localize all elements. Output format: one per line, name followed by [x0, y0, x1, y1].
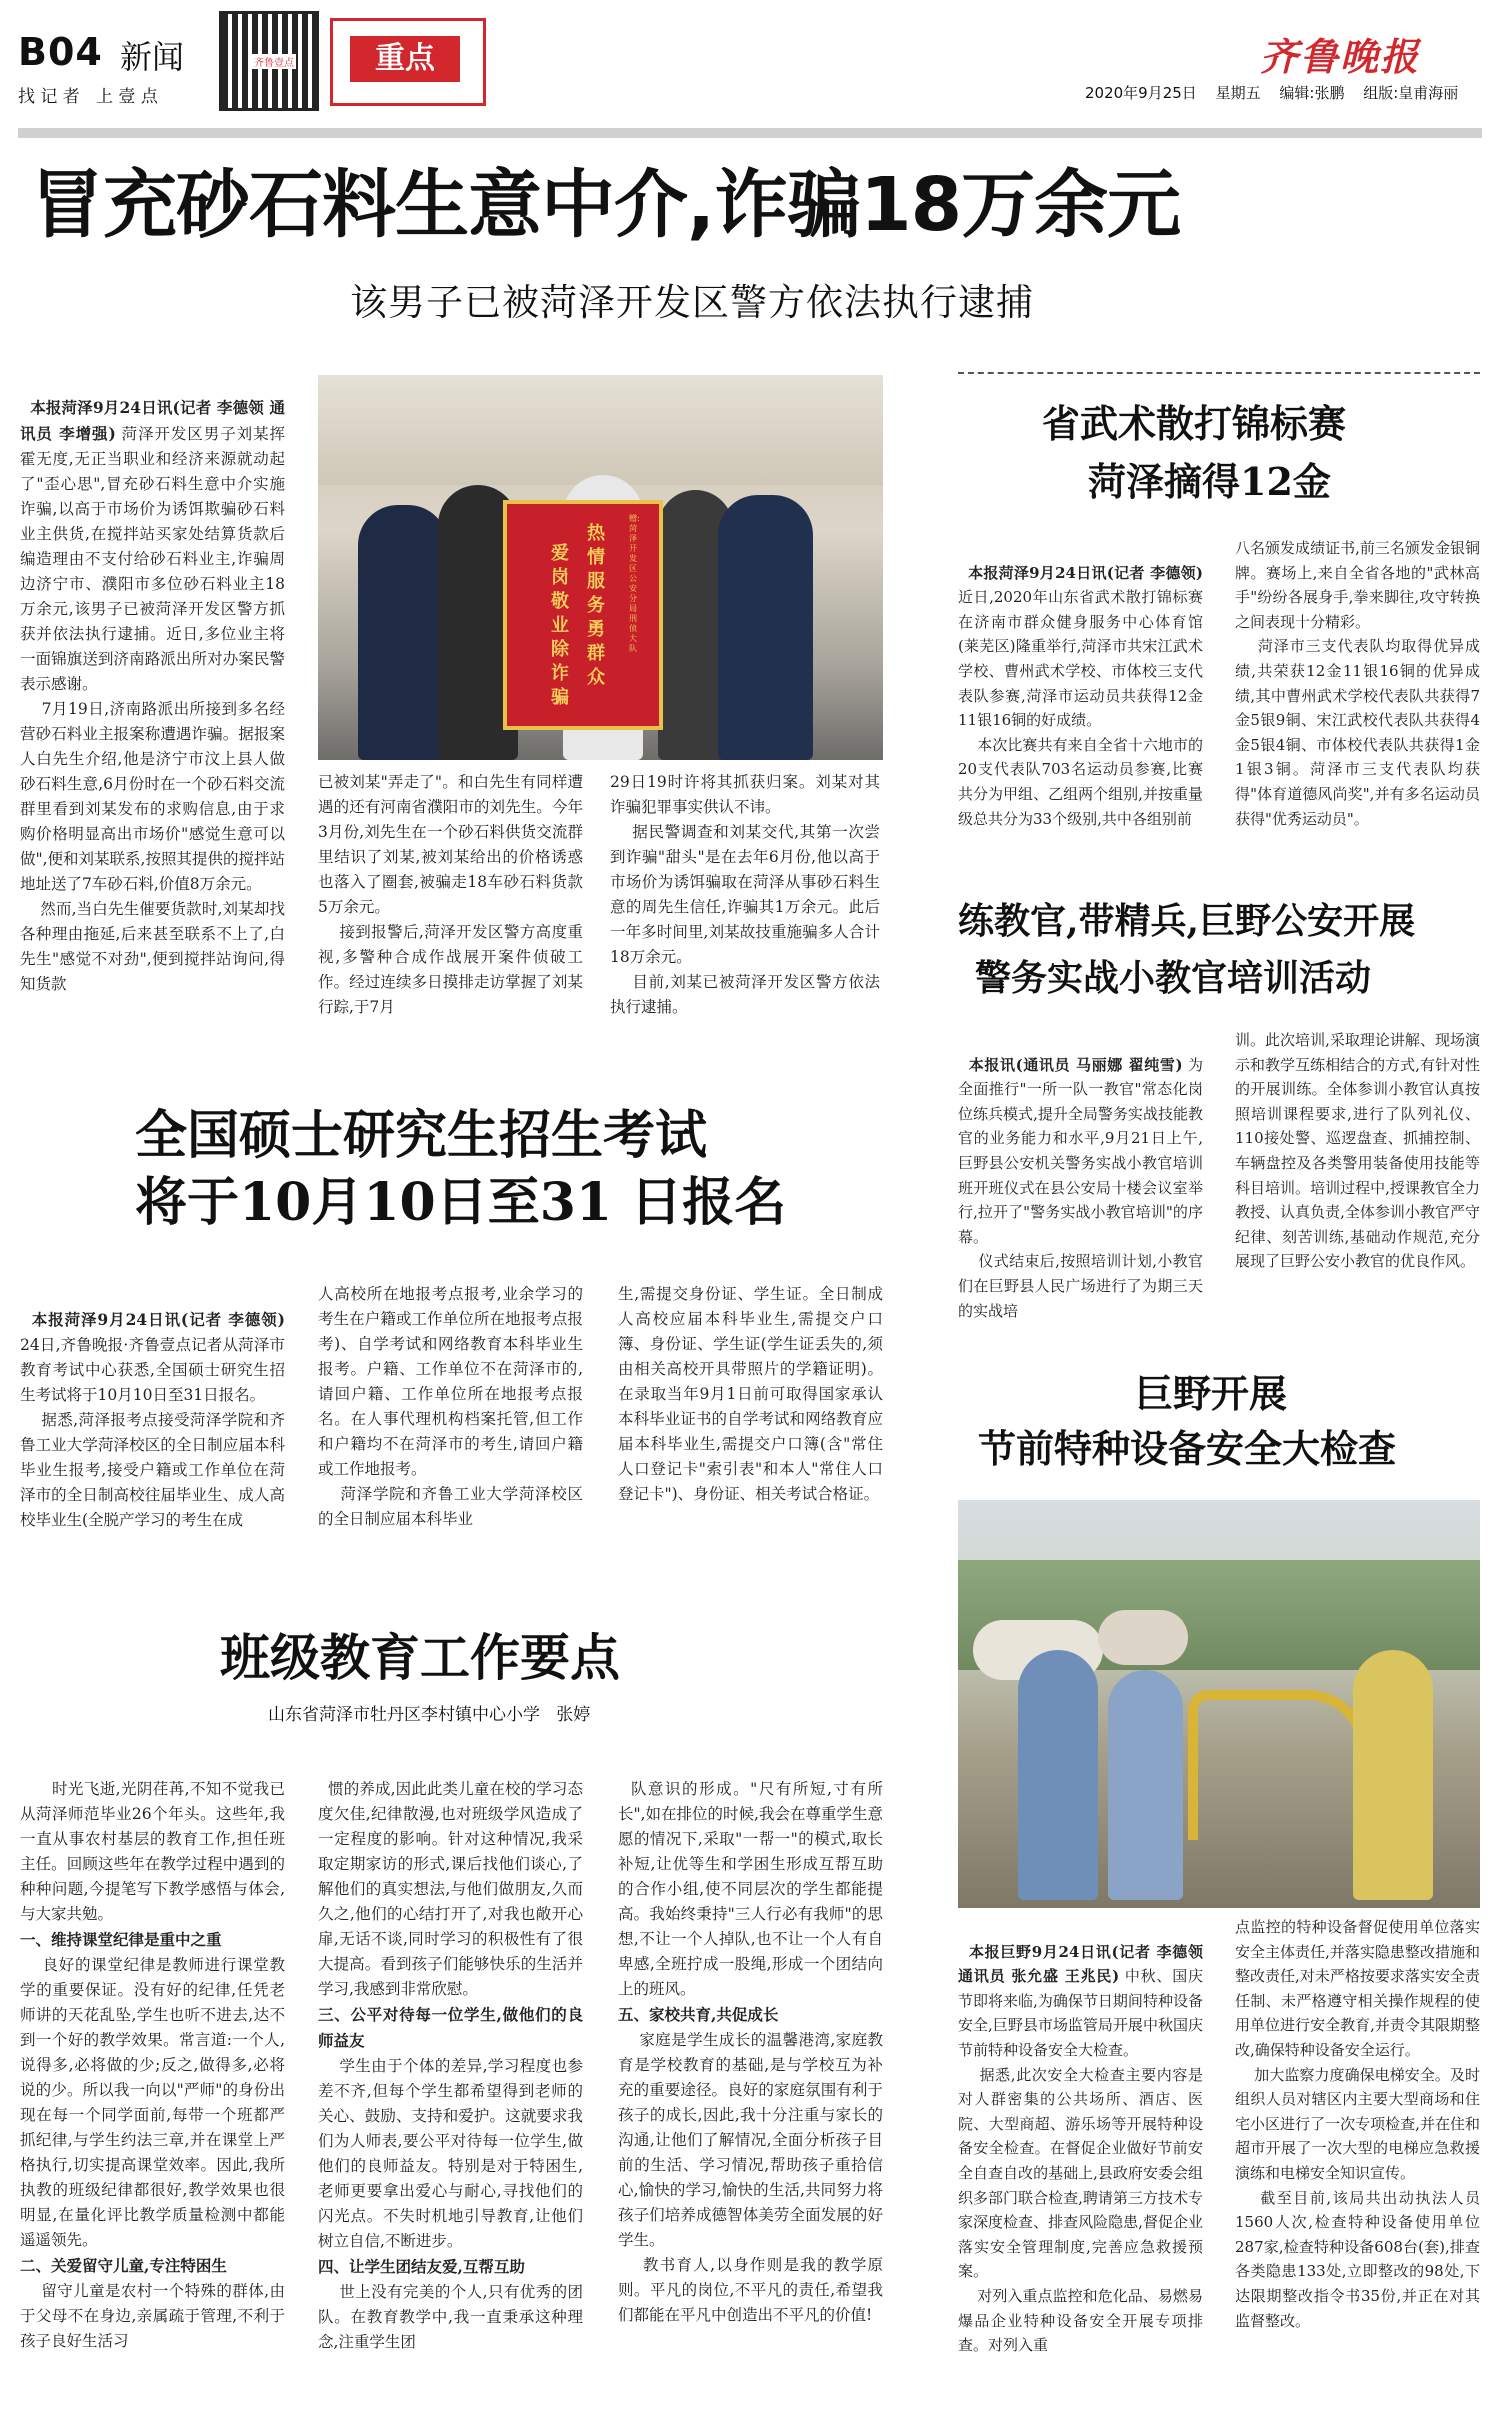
story3-heading-1: 一、维持课堂纪律是重中之重	[20, 1930, 222, 1949]
story4-title-line2: 菏泽摘得12金	[1088, 459, 1331, 504]
story3-byline: 山东省菏泽市牡丹区李村镇中心小学 张婷	[268, 1705, 591, 1725]
issue-date: 2020年9月25日	[1085, 84, 1197, 102]
story3-col1: 时光飞逝,光阴荏苒,不知不觉我已从菏泽师范毕业26个年头。这些年,我一直从事农村基层的教育工作,担任班主任。回顾这些年在教学过程中遇到的种种问题,今提笔写下教学感悟与体会,与大家共勉。 一、维持课堂纪律是重中之重 良好的课堂纪律是教师进行课堂教学的重要保证。没有好的纪律,任凭老师讲的天花乱坠,学生也听不进去,达不到一个好的教学效果。常言道:一个人,说得多,必将做的少;反之,做得多,必将说的少。所以我一向以"严师"的身份出现在每一个同学面前,每带一个班都严抓纪律,与学生约法三章,并在课堂上严格执行,切实提高课堂效率。因此,我所执教的班级纪律都很好,教学效果也很明显,在量化评比教学质量检测中都能遥遥领先。 二、关爱留守儿童,专注特困生 留守儿童是农村一个特殊的群体,由于父母不在身边,亲属疏于管理,不利于孩子良好生活习	[20, 1780, 285, 2350]
story1-photo	[318, 375, 883, 760]
story6-lead: 本报巨野9月24日讯(记者 李德领 通讯员 张允盛 王兆民)	[958, 1942, 1209, 1986]
paper-logo: 齐鲁晚报	[1260, 34, 1421, 79]
story2-lead: 本报菏泽9月24日讯(记者 李德领)	[31, 1310, 285, 1329]
person-officer-left	[358, 505, 448, 760]
story2-col3: 生,需提交身份证、学生证。全日制成人高校应届本科毕业生,需提交户口簿、身份证、学生证(学生证丢失的,须由相关高校开具带照片的学籍证明)。在录取当年9月1日前可取得国家承认本科毕业证书的自学考试和网络教育应届本科毕业生,需提交户口簿(含"常住人口登记卡"索引表"和本人"常住人口登记卡")、身份证、相关考试合格证。	[618, 1285, 883, 1503]
photo-inspector-1	[1018, 1650, 1098, 1900]
photo-worker	[1353, 1650, 1433, 1900]
story2-title-line1: 全国硕士研究生招生考试	[135, 1105, 708, 1166]
story5-lead: 本报讯(通讯员 马丽娜 翟纯雪)	[968, 1055, 1183, 1074]
issue-meta	[1085, 82, 1458, 103]
banner-text-right: 爱岗敬业除诈骗	[551, 543, 569, 708]
layout-editor: 组版:皇甫海丽	[1363, 84, 1459, 102]
person-officer-right	[718, 495, 813, 760]
story3-heading-4: 四、让学生团结友爱,互帮互助	[318, 2257, 525, 2276]
photo-gas-tank-2	[1098, 1610, 1188, 1665]
section-name: 新闻	[120, 38, 185, 76]
story1-lead: 本报菏泽9月24日讯(记者 李德领 通讯员 李增强)	[20, 398, 285, 443]
story2-col2: 人高校所在地报考点报考,业余学习的考生在户籍或工作单位所在地报考点报考)、自学考试和网络教育本科毕业生报考。户籍、工作单位不在菏泽市的,请回户籍、工作单位所在地报考点报名。在人事代理机构档案托管,但工作和户籍均不在菏泽市的考生,请回户籍或工作地报考。 菏泽学院和齐鲁工业大学菏泽校区的全日制应届本科毕业	[318, 1285, 583, 1528]
story3-heading-2: 二、关爱留守儿童,专注特困生	[20, 2256, 227, 2275]
section-tag: 重点	[350, 36, 460, 82]
qr-code-label: 齐鲁壹点	[252, 54, 296, 69]
banner-text-left: 热情服务勇群众	[587, 523, 605, 688]
story3-heading-5: 五、家校共育,共促成长	[618, 2005, 779, 2024]
story6-col2: 点监控的特种设备督促使用单位落实安全主体责任,并落实隐患整改措施和整改责任,对未严格按要求落实安全责任制、未严格遵守相关操作规程的使用单位进行安全教育,并责令其限期整改,确保特种设备安全运行。 加大监察力度确保电梯安全。及时组织人员对辖区内主要大型商场和住宅小区进行了一次专项检查,并在住和超市开展了一次大型的电梯应急救援演练和电梯安全知识宣传。 截至目前,该局共出动执法人员1560人次,检查特种设备使用单位287家,检查特种设备608台(套),排查各类隐患133处,立即整改的98处,下达限期整改指令书35份,并正在对其监督整改。	[1235, 1918, 1480, 2330]
photo-yellow-equipment	[1188, 1690, 1368, 1840]
silk-banner	[503, 500, 663, 730]
story1-col3: 29日19时许将其抓获归案。刘某对其诈骗犯罪事实供认不讳。 据民警调查和刘某交代,其第一次尝到诈骗"甜头"是在去年6月份,他以高于市场价为诱饵骗取在菏泽从事砂石料生意的周先生信任,诈骗其1万余元。此后一年多时间里,刘某故技重施骗多人合计18万余元。 目前,刘某已被菏泽开发区警方依法执行逮捕。	[610, 773, 880, 1016]
story5-col2: 训。此次培训,采取理论讲解、现场演示和教学互练相结合的方式,有针对性的开展训练。全体参训小教官认真按照培训课程要求,进行了队列礼仪、110接处警、巡逻盘查、抓捕控制、车辆盘控及各类警用装备使用技能等科目培训。培训过程中,授课教官全力教授、认真负责,全体参训小教官严守纪律、刻苦训练,基础动作规范,充分展现了巨野公安小教官的优良作风。	[1235, 1031, 1480, 1271]
story1-col1: 本报菏泽9月24日讯(记者 李德领 通讯员 李增强) 菏泽开发区男子刘某挥霍无度,无正当职业和经济来源就动起了"歪心思",冒充砂石料生意中介实施诈骗,以高于市场价为诱饵欺骗砂石料业主供货,在搅拌站买家处结算货款后编造理由不支付给砂石料业主,诈骗周边济宁市、濮阳市多位砂石料业主18万余元,该男子已被菏泽开发区警方抓获并依法执行逮捕。近日,多位业主将一面锦旗送到济南路派出所对办案民警表示感谢。 7月19日,济南路派出所接到多名经营砂石料业主报案称遭遇诈骗。据报案人白先生介绍,他是济宁市汶上县人做砂石料生意,6月份时在一个砂石料交流群里看到刘某发布的求购信息,由于求购价格明显高出市场价"感觉生意可以做",便和刘某联系,按照其提供的搅拌站地址送了7车砂石料,价值8万余元。 然而,当白先生催要货款时,刘某却找各种理由拖延,后来甚至联系不上了,白先生"感觉不对劲",便到搅拌站询问,得知货款	[20, 398, 285, 993]
story1-col2: 已被刘某"弄走了"。和白先生有同样遭遇的还有河南省濮阳市的刘先生。今年3月份,刘先生在一个砂石料供货交流群里结识了刘某,被刘某给出的价格诱惑也落入了圈套,被骗走18车砂石料货款5万余元。 接到报警后,菏泽开发区警方高度重视,多警种合成作战展开案件侦破工作。经过连续多日摸排走访掌握了刘某行踪,于7月	[318, 773, 583, 1016]
masthead-slogan: 找 记 者 上 壹 点	[18, 87, 158, 107]
issue-weekday: 星期五	[1215, 84, 1261, 102]
story6-col1: 本报巨野9月24日讯(记者 李德领 通讯员 张允盛 王兆民) 中秋、国庆节即将来临,为确保节日期间特种设备安全,巨野县市场监管局开展中秋国庆节前特种设备安全大检查。 据悉,此次安全大检查主要内容是对人群密集的公共场所、酒店、医院、大型商超、游乐场等开展特种设备安全检查。在督促企业做好节前安全自查自改的基础上,县政府安委会组织多部门联合检查,聘请第三方技术专家深度检查、排查风险隐患,督促企业落实安全管理制度,完善应急救援预案。 对列入重点监控和危化品、易燃易爆品企业特种设备安全开展专项排查。对列入重	[958, 1942, 1209, 2355]
story1-title: 冒充砂石料生意中介,诈骗18万余元	[30, 162, 1181, 248]
story3-heading-3: 三、公平对待每一位学生,做他们的良师益友	[318, 2005, 583, 2050]
story4-col2: 八名颁发成绩证书,前三名颁发金银铜牌。赛场上,来自全省各地的"武林高手"纷纷各展身手,拳来脚往,攻守转换之间表现十分精彩。 菏泽市三支代表队均取得优异成绩,共荣获12金11银16铜的优异成绩,其中曹州武术学校代表队共获得7金5银9铜、宋江武校代表队共获得4金5银4铜、市体校代表队共获得1金1银3铜。菏泽市三支代表队均获得"体育道德风尚奖",并有多名运动员获得"优秀运动员"。	[1235, 539, 1480, 828]
story6-photo	[958, 1500, 1480, 1908]
story6-title-line1: 巨野开展	[1135, 1371, 1288, 1416]
story3-col3: 队意识的形成。"尺有所短,寸有所长",如在排位的时候,我会在尊重学生意愿的情况下,采取"一帮一"的模式,取长补短,让优等生和学困生形成互帮互助的合作小组,使不同层次的学生都能提高。我始终秉持"三人行必有我师"的思想,不让一个人掉队,也不让一个人有自卑感,全班拧成一股绳,形成一个团结向上的班风。 五、家校共育,共促成长 家庭是学生成长的温馨港湾,家庭教育是学校教育的基础,是与学校互为补充的重要途径。良好的家庭氛围有利于孩子的成长,因此,我十分注重与家长的沟通,让他们了解情况,全面分析孩子目前的生活、学习情况,帮助孩子重拾信心,愉快的学习,愉快的生活,共同努力将孩子们培养成德智体美劳全面发展的好学生。 教书育人,以身作则是我的教学原则。平凡的岗位,不平凡的责任,希望我们都能在平凡中创造出不平凡的价值!	[618, 1780, 884, 2324]
story3-title: 班级教育工作要点	[220, 1628, 620, 1687]
banner-side-text: 赠:菏泽开发区公安分局刑侦大队	[629, 514, 640, 653]
photo-wall-calligraphy	[318, 375, 883, 485]
story2-col1: 本报菏泽9月24日讯(记者 李德领) 24日,齐鲁晚报·齐鲁壹点记者从菏泽市教育考试中心获悉,全国硕士研究生招生考试将于10月10日至31日报名。 据悉,菏泽报考点接受菏泽学院和齐鲁工业大学菏泽校区的全日制应届本科毕业生报考,接受户籍或工作单位在菏泽市的全日制高校往届毕业生、成人高校毕业生(全脱产学习的考生在成	[20, 1310, 285, 1529]
story3-col2: 惯的养成,因此此类儿童在校的学习态度欠佳,纪律散漫,也对班级学风造成了一定程度的影响。针对这种情况,我采取定期家访的形式,课后找他们谈心,了解他们的真实想法,与他们做朋友,久而久之,他们的心结打开了,对我也敞开心扉,无话不谈,同时学习的积极性有了很大提高。看到孩子们能够快乐的生活并学习,我感到非常欣慰。 三、公平对待每一位学生,做他们的良师益友 学生由于个体的差异,学习程度也参差不齐,但每个学生都希望得到老师的关心、鼓励、支持和爱护。这就要求我们为人师表,要公平对待每一位学生,做他们的良师益友。特别是对于特困生,老师更要拿出爱心与耐心,寻找他们的闪光点。不失时机地引导教育,让他们树立自信,不断进步。 四、让学生团结友爱,互帮互助 世上没有完美的个人,只有优秀的团队。在教育教学中,我一直秉承这种理念,注重学生团	[318, 1780, 583, 2351]
story2-title-line2: 将于10月10日至31 日报名	[135, 1172, 787, 1233]
story1-subtitle: 该男子已被菏泽开发区警方依法执行逮捕	[350, 281, 1034, 324]
story4-title-line1: 省武术散打锦标赛	[1042, 401, 1347, 446]
photo-inspector-2	[1108, 1670, 1183, 1900]
page-number: B04	[18, 30, 103, 74]
editor: 编辑:张鹏	[1279, 84, 1345, 102]
story5-title-line2: 警务实战小教官培训活动	[975, 957, 1372, 999]
masthead	[0, 0, 1500, 130]
story5-col1: 本报讯(通讯员 马丽娜 翟纯雪) 为全面推行"一所一队一教官"常态化岗位练兵模式,提升全局警务实战技能教官的业务能力和水平,9月21日上午,巨野县公安机关警务实战小教官培训班开班仪式在县公安局十楼会议室举行,拉开了"警务实战小教官培训"的序幕。 仪式结束后,按照培训计划,小教官们在巨野县人民广场进行了为期三天的实战培	[958, 1055, 1203, 1320]
story4-col1: 本报菏泽9月24日讯(记者 李德领) 近日,2020年山东省武术散打锦标赛在济南市群众健身服务中心体育馆(莱芜区)隆重举行,菏泽市共宋江武术学校、曹州武术学校、市体校三支代表队参赛,菏泽市运动员共获得12金11银16铜的好成绩。 本次比赛共有来自全省十六地市的20支代表队703名运动员参赛,比赛共分为甲组、乙组两个组别,并按重量级总共分为33个级别,共中各组别前	[958, 563, 1203, 828]
right-column-divider	[958, 372, 1480, 374]
story5-title-line1: 练教官,带精兵,巨野公安开展	[958, 900, 1416, 942]
story4-lead: 本报菏泽9月24日讯(记者 李德领)	[968, 563, 1203, 582]
masthead-rule	[18, 128, 1482, 138]
story6-title-line2: 节前特种设备安全大检查	[978, 1426, 1397, 1471]
